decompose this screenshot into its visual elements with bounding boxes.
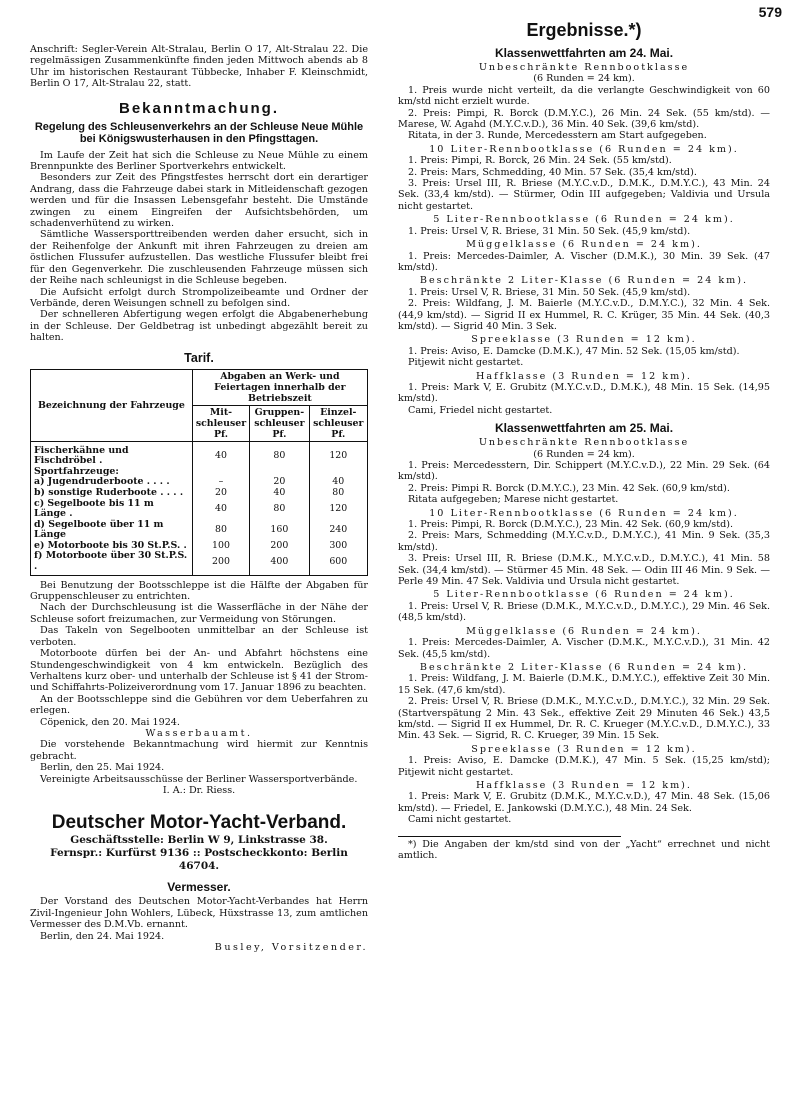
result-line: 2. Preis: Mars, Schmedding (M.Y.C.v.D., D.M.Y.C.), 41 Min. 9 Sek. (35,3 km/std).	[398, 530, 770, 553]
race-class-name: Unbeschränkte Rennbootklasse	[478, 437, 690, 449]
result-line: 1. Preis: Mercedesstern, Dir. Schippert (M.Y.C.v.D.), 22 Min. 29 Sek. (64 km/std).	[398, 460, 770, 483]
result-line: 1. Preis: Mercedes-Daimler, A. Vischer (D.M.K., M.Y.C.v.D.), 31 Min. 42 Sek. (45,5 km/std).	[398, 637, 770, 660]
col-gruppen-header: Gruppen-schleuser Pf.	[250, 405, 309, 441]
body-paragraph: Der Vorstand des Deutschen Motor-Yacht-Verbandes hat Herrn Zivil-Ingenieur John Wohlers, Lübeck, Hüxstrasse 13, zum amtlichen Vermesser des D.M.Vb. ernannt.	[30, 896, 368, 931]
table-row: a) Jugendruderboote . . . . – 20 40	[31, 477, 368, 488]
body-paragraph: Besonders zur Zeit des Pfingstfestes herrscht dort ein derartiger Andrang, dass die Fahrzeuge dabei stark in Mitleidenschaft gezogen werden und für die Insassen Lebensgefahr besteht. Die Umstände zwingen zu einem Eingreifen der Aufsichtsbehörden, um schadenverhütend zu wirken.	[30, 172, 368, 230]
body-paragraph: Die vorstehende Bekanntmachung wird hiermit zur Kenntnis gebracht.	[30, 739, 368, 762]
signature: Vereinigte Arbeitsausschüsse der Berliner Wassersportverbände.	[40, 773, 358, 785]
race-class-name: 10 Liter-Rennbootklasse (6 Runden = 24 km).	[429, 507, 739, 519]
results-day-heading: Klassenwettfahrten am 24. Mai.	[494, 46, 674, 60]
table-row: f) Motorboote über 30 St.P.S. . 200 400 600	[31, 551, 368, 575]
place-date: Cöpenick, den 20. Mai 1924.	[40, 716, 180, 728]
place-date: Berlin, den 24. Mai 1924.	[40, 930, 165, 942]
race-class-name: 5 Liter-Rennbootklasse (6 Runden = 24 km).	[433, 589, 735, 601]
race-class-name: Beschränkte 2 Liter-Klasse (6 Runden = 24 km).	[419, 661, 749, 673]
result-line: Ritata, in der 3. Runde, Mercedesstern am Start aufgegeben.	[408, 130, 707, 142]
body-paragraph: Im Laufe der Zeit hat sich die Schleuse zu Neue Mühle zu einem Brennpunkte des Berliner Sportverkehrs entwickelt.	[30, 149, 368, 173]
result-line: 3. Preis: Ursel III, R. Briese (D.M.K., M.Y.C.v.D., D.M.Y.C.), 41 Min. 58 Sek. (34,4 km/std). — Stürmer 45 Min. 48 Sek. — Odin III 46 Min. 9 Sek. — Perle 49 Min. 47 Sek. Valdivia und Ursula nicht gestartet.	[398, 553, 770, 588]
race-class-name: 5 Liter-Rennbootklasse (6 Runden = 24 km).	[433, 214, 735, 226]
result-line: 2. Preis: Pimpi, R. Borck (D.M.Y.C.), 26 Min. 24 Sek. (55 km/std). — Marese, W. Agahd (M.Y.C.v.D.), 36 Min. 40 Sek. (39,6 km/std).	[398, 107, 770, 131]
bekanntmachung-body	[30, 150, 368, 344]
col-vessel-header: Bezeichnung der Fahrzeuge	[31, 369, 193, 441]
signature: I. A.: Dr. Riess.	[162, 784, 236, 796]
result-line: Cami, Friedel nicht gestartet.	[408, 404, 553, 416]
table-row: c) Segelboote bis 11 m Länge . 40 80 120	[31, 499, 368, 520]
result-line: 1. Preis: Pimpi, R. Borck, 26 Min. 24 Sek. (55 km/std).	[408, 155, 672, 167]
signature: Busley, Vorsitzender.	[214, 942, 368, 953]
bekanntmachung-title: Bekanntmachung.	[118, 99, 280, 117]
body-paragraph: Nach der Durchschleusung ist die Wasserfläche in der Nähe der Schleuse sofort freizumachen, zur Vermeidung von Störungen.	[30, 602, 368, 625]
tarif-table	[30, 369, 368, 576]
dmyv-office: Geschäftsstelle: Berlin W 9, Linkstrasse 38.	[70, 834, 328, 847]
vermesser-title: Vermesser.	[167, 880, 231, 895]
body-paragraph: Sämtliche Wassersporttreibenden werden daher ersucht, sich in der Reihenfolge der Ankunft mit ihren Fahrzeugen zu dreien am östlichen Flussufer aufzustellen. Das westliche Flussufer bleibt frei für den Gegenverkehr. Die zuschleusenden Fahrzeuge müssen sich der Reihe nach schleunigst in die Schleuse begeben.	[30, 229, 368, 287]
result-line: 3. Preis: Ursel III, R. Briese (M.Y.C.v.D., D.M.K., D.M.Y.C.), 43 Min. 24 Sek. (33,4 km/std). — Stürmer, Odin III aufgegeben; Valdivia und Ursula nicht gestartet.	[398, 178, 770, 212]
result-line: 1. Preis: Mark V, E. Grubitz (D.M.K., M.Y.C.v.D.), 47 Min. 48 Sek. (15,06 km/std). — Friedel, E. Jankowski (D.M.Y.C.), 48 Min. 24 Sek.	[398, 791, 770, 814]
body-paragraph: Die Aufsicht erfolgt durch Strompolizeibeamte und Ordner der Verbände, deren Weisungen schnell zu befolgen sind.	[30, 286, 368, 309]
table-row: b) sonstige Ruderboote . . . . 20 40 80	[31, 488, 368, 499]
page-number: 579	[758, 4, 782, 20]
result-line: 2. Preis: Wildfang, J. M. Baierle (M.Y.C.v.D., D.M.Y.C.), 32 Min. 4 Sek. (44,9 km/std). — Sigrid II ex Hummel, R. C. Krüger, 35 Min. 44 Sek. (40,3 km/std). — Sigrid 40 Min. 3 Sek.	[398, 298, 770, 332]
result-line: 1. Preis: Ursel V, R. Briese, 31 Min. 50 Sek. (45,9 km/std).	[408, 225, 691, 237]
table-row: d) Segelboote über 11 m Länge 80 160 240	[31, 520, 368, 541]
race-class-rounds: (6 Runden = 24 km).	[533, 73, 635, 85]
results-title: Ergebnisse.*)	[526, 20, 642, 40]
result-line: 1. Preis: Mark V, E. Grubitz (M.Y.C.v.D., D.M.K.), 48 Min. 15 Sek. (14,95 km/std).	[398, 381, 770, 405]
body-paragraph: Der schnelleren Abfertigung wegen erfolgt die Abgabenerhebung in der Schleuse. Der Geldbetrag ist unbedingt abgezählt bereit zu halten.	[30, 309, 368, 344]
result-line: 1. Preis: Pimpi, R. Borck (D.M.Y.C.), 23 Min. 42 Sek. (60,9 km/std).	[408, 519, 734, 531]
place-date: Berlin, den 25. Mai 1924.	[40, 762, 165, 774]
race-class-name: Spreeklasse (3 Runden = 12 km).	[471, 743, 697, 755]
race-class-name: Beschränkte 2 Liter-Klasse (6 Runden = 24 km).	[419, 275, 749, 287]
footnote: *) Die Angaben der km/std sind von der „Yacht“ errechnet und nicht amtlich.	[398, 838, 770, 861]
race-class-rounds: (6 Runden = 24 km).	[533, 448, 635, 460]
race-class-name: Haffklasse (3 Runden = 12 km).	[476, 779, 692, 791]
result-line: 1. Preis: Ursel V, R. Briese, 31 Min. 50 Sek. (45,9 km/std).	[408, 286, 691, 298]
race-class-name: Unbeschränkte Rennbootklasse	[478, 62, 690, 73]
results-days	[398, 46, 770, 826]
result-line: Ritata aufgegeben; Marese nicht gestartet.	[408, 494, 619, 506]
result-line: 1. Preis: Wildfang, J. M. Baierle (D.M.K., D.M.Y.C.), effektive Zeit 30 Min. 15 Sek. (47,6 km/std).	[398, 673, 770, 696]
signature: Wasserbauamt.	[145, 727, 253, 739]
col-einzel-header: Einzel-schleuser Pf.	[309, 405, 367, 441]
result-line: Cami nicht gestartet.	[408, 814, 512, 826]
dmyv-title: Deutscher Motor-Yacht-Verband.	[51, 812, 347, 834]
race-class-name: Müggelklasse (6 Runden = 24 km).	[466, 625, 702, 637]
col-group-header: Abgaben an Werk- und Feiertagen innerhalb der Betriebszeit	[192, 369, 367, 405]
body-paragraph: An der Bootsschleppe sind die Gebühren vor dem Ueberfahren zu erlegen.	[30, 693, 368, 717]
tarif-title: Tarif.	[184, 350, 214, 365]
body-paragraph: Motorboote dürfen bei der An- und Abfahrt höchstens eine Stundengeschwindigkeit von 4 km entwickeln. Bezüglich des Verhaltens kurz ober- und unterhalb der Schleuse ist § 41 der Strom- und Schiffahrts-Polizeiverordnung vom 17. Januar 1896 zu beachten.	[30, 648, 368, 694]
result-line: 1. Preis: Aviso, E. Damcke (D.M.K.), 47 Min. 52 Sek. (15,05 km/std).	[408, 345, 740, 357]
race-class-name: Müggelklasse (6 Runden = 24 km).	[466, 239, 702, 251]
result-line: 1. Preis: Aviso, E. Damcke (D.M.K.), 47 Min. 5 Sek. (15,25 km/std); Pitjewit nicht gestartet.	[398, 755, 770, 778]
race-class-name: Spreeklasse (3 Runden = 12 km).	[471, 334, 697, 346]
table-row: Fischerkähne und Fischdröbel . 40 80 120	[31, 441, 368, 467]
left-column	[30, 44, 368, 953]
race-class-name: 10 Liter-Rennbootklasse (6 Runden = 24 km).	[429, 143, 739, 155]
result-line: 2. Preis: Pimpi R. Borck (D.M.Y.C.), 23 Min. 42 Sek. (60,9 km/std).	[408, 482, 730, 494]
table-row: e) Motorboote bis 30 St.P.S. . 100 200 300	[31, 541, 368, 552]
body-paragraph: Bei Benutzung der Bootsschleppe ist die Hälfte der Abgaben für Gruppenschleuser zu entrichten.	[30, 579, 368, 603]
result-line: Pitjewit nicht gestartet.	[408, 357, 524, 369]
result-line: 1. Preis: Ursel V, R. Briese (D.M.K., M.Y.C.v.D., D.M.Y.C.), 29 Min. 46 Sek. (48,5 km/std).	[398, 600, 770, 624]
bekanntmachung-subtitle: Regelung des Schleusenverkehrs an der Schleuse Neue Mühle bei Königswusterhausen in den Pfingsttagen.	[34, 120, 364, 146]
right-column	[398, 20, 770, 861]
body-paragraph: Das Takeln von Segelbooten unmittelbar an der Schleuse ist verboten.	[30, 625, 368, 648]
result-line: 2. Preis: Ursel V, R. Briese (D.M.K., M.Y.C.v.D., D.M.Y.C.), 32 Min. 29 Sek. (Startverspätung 2 Min. 43 Sek., effektive Zeit 29 Minuten 46 Sek.) 43,5 km/std. — Sigrid II ex Hummel, Dr. R. C. Krueger (M.Y.C.v.D., D.M.Y.C.), 33 Min. 43 Sek. — Sigrid, R. C. Krueger, 39 Min. 15 Sek.	[398, 696, 770, 742]
result-line: 1. Preis wurde nicht verteilt, da die verlangte Geschwindigkeit von 60 km/std nicht erzielt wurde.	[398, 84, 770, 108]
result-line: 2. Preis: Mars, Schmedding, 40 Min. 57 Sek. (35,4 km/std).	[408, 166, 697, 178]
results-day-heading: Klassenwettfahrten am 25. Mai.	[494, 421, 674, 436]
result-line: 1. Preis: Mercedes-Daimler, A. Vischer (D.M.K.), 30 Min. 39 Sek. (47 km/std).	[398, 250, 770, 273]
intro-paragraph: Anschrift: Segler-Verein Alt-Stralau, Berlin O 17, Alt-Stralau 22. Die regelmässigen Zusammenkünfte finden jeden Mittwoch abends ab 8 Uhr im historischen Restaurant Tübbecke, Inhaber F. Kleinschmidt, Berlin O 17, Alt-Stralau 22, statt.	[30, 44, 368, 90]
col-mit-header: Mit-schleuser Pf.	[192, 405, 249, 441]
table-row: Sportfahrzeuge:	[31, 467, 368, 478]
race-class-name: Haffklasse (3 Runden = 12 km).	[476, 370, 692, 382]
dmyv-phone: Fernspr.: Kurfürst 9136 :: Postscheckkonto: Berlin 46704.	[50, 847, 348, 873]
